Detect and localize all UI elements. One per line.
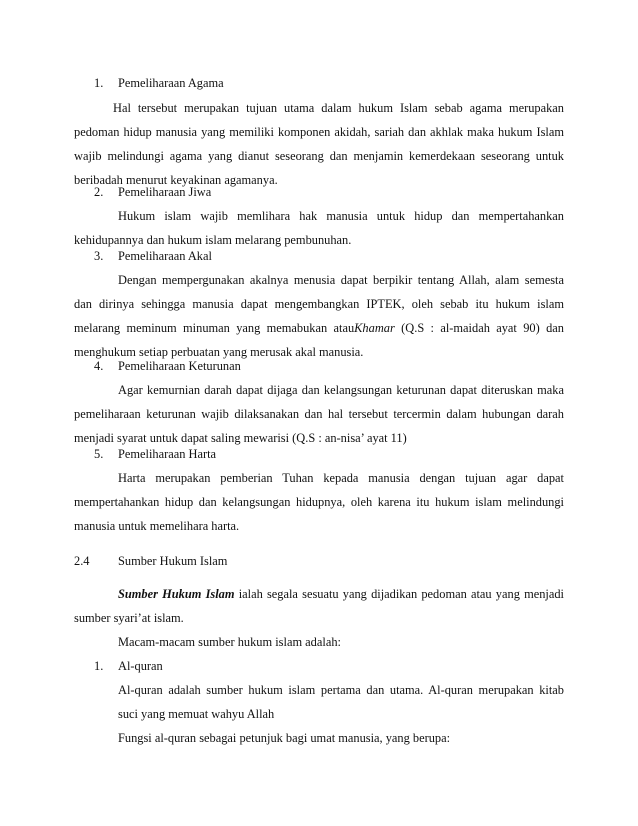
paragraph-line: mempertahankan hidup dan kelangsungan hidupnya, oleh karena itu hukum islam melindungi [74,495,564,509]
paragraph-line: suci yang memuat wahyu Allah [118,707,275,721]
list-heading: Pemeliharaan Jiwa [118,185,212,199]
list-number: 1. [94,76,104,90]
list-number: 1. [94,659,104,673]
text-run: (Q.S : al-maidah ayat 90) dan [394,321,564,335]
paragraph-line: manusia untuk memelihara harta. [74,519,240,533]
paragraph-line: menghukum setiap perbuatan yang merusak akal manusia. [74,345,364,359]
paragraph-line: menjadi syarat untuk dapat saling mewarisi (Q.S : an-nisa’ ayat 11) [74,431,407,445]
section-title: Sumber Hukum Islam [118,554,228,568]
list-heading: Pemeliharaan Akal [118,249,212,263]
paragraph-line: dan dirinya sehingga manusia dapat mengembangkan IPTEK, oleh sebab itu hukum islam [74,297,564,311]
paragraph-line: pedoman hidup manusia yang memiliki komponen akidah, sariah dan akhlak maka hukum Islam [74,125,564,139]
text-run: ialah segala sesuatu yang dijadikan pedoman atau yang menjadi [234,587,564,601]
paragraph-line: wajib melindungi agama yang dianut seseorang dan menjamin kemerdekaan seseorang untuk [74,149,564,163]
list-heading: Al-quran [118,659,163,673]
list-number: 3. [94,249,104,263]
paragraph-line: pemeliharaan keturunan wajib dilaksanakan dan hal tersebut tercermin dalam hubungan darah [74,407,564,421]
paragraph-line: Al-quran adalah sumber hukum islam pertama dan utama. Al-quran merupakan kitab [118,683,564,697]
paragraph-line: Hukum islam wajib memlihara hak manusia untuk hidup dan mempertahankan [118,209,564,223]
paragraph-line: Dengan mempergunakan akalnya menusia dapat berpikir tentang Allah, alam semesta [118,273,564,287]
list-number: 5. [94,447,104,461]
list-heading: Pemeliharaan Agama [118,76,224,90]
paragraph-line: kehidupannya dan hukum islam melarang pembunuhan. [74,233,352,247]
list-number: 2. [94,185,104,199]
paragraph-line: Agar kemurnian darah dapat dijaga dan kelangsungan keturunan dapat diteruskan maka [118,383,564,397]
paragraph-line: sumber syari’at islam. [74,611,184,625]
paragraph-line: Harta merupakan pemberian Tuhan kepada manusia dengan tujuan agar dapat [118,471,564,485]
paragraph-line [74,322,564,334]
paragraph-line: Hal tersebut merupakan tujuan utama dalam hukum Islam sebab agama merupakan [113,101,564,115]
paragraph-line: Macam-macam sumber hukum islam adalah: [118,635,341,649]
paragraph-line: Fungsi al-quran sebagai petunjuk bagi umat manusia, yang berupa: [118,731,451,745]
section-number: 2.4 [74,554,90,568]
list-heading: Pemeliharaan Keturunan [118,359,241,373]
italic-term: Khamar [354,321,395,335]
paragraph-line [118,588,564,600]
text-run: melarang meminum minuman yang memabukan atau [74,321,355,335]
list-heading: Pemeliharaan Harta [118,447,217,461]
paragraph-line: beribadah menurut keyakinan agamanya. [74,173,278,187]
bold-italic-term: Sumber Hukum Islam [118,587,235,601]
list-number: 4. [94,359,104,373]
